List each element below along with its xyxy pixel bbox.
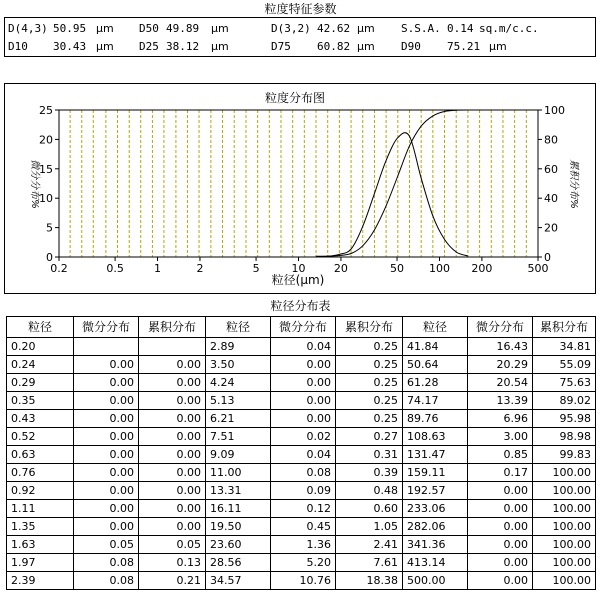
table-row — [7, 338, 596, 356]
table-cell: 1.05 — [336, 518, 403, 536]
table-cell: 0.48 — [336, 482, 403, 500]
table-cell: 0.00 — [74, 392, 139, 410]
table-cell: 95.98 — [533, 410, 596, 428]
table-cell: 0.25 — [336, 356, 403, 374]
table-cell: 2.41 — [336, 536, 403, 554]
grid-layer — [70, 110, 526, 257]
table-cell: 5.13 — [206, 392, 271, 410]
table-cell — [74, 338, 139, 356]
y-right-tick-label: 40 — [544, 192, 558, 206]
table-cell: 0.27 — [336, 428, 403, 446]
table-cell: 100.00 — [533, 536, 596, 554]
table-cell: 0.60 — [336, 500, 403, 518]
table-cell: 1.11 — [7, 500, 74, 518]
d75-value: 60.82 — [317, 40, 351, 53]
table-cell: 0.09 — [271, 482, 336, 500]
table-cell: 20.54 — [468, 374, 533, 392]
table-cell: 131.47 — [403, 446, 468, 464]
table-cell: 0.43 — [7, 410, 74, 428]
d90-unit: μm — [489, 40, 507, 53]
table-cell: 0.02 — [271, 428, 336, 446]
y-left-tick-label: 25 — [39, 104, 53, 117]
d43-label: D(4,3) — [8, 22, 48, 35]
table-cell: 34.81 — [533, 338, 596, 356]
table-cell: 41.84 — [403, 338, 468, 356]
tick-layer — [39, 104, 565, 275]
table-cell: 0.85 — [468, 446, 533, 464]
table-cell: 50.64 — [403, 356, 468, 374]
table-cell: 4.24 — [206, 374, 271, 392]
table-cell: 0.25 — [336, 374, 403, 392]
table-cell: 413.14 — [403, 554, 468, 572]
params-title: 粒度特征参数 — [264, 2, 337, 16]
table-header-cell: 粒径 — [206, 317, 271, 338]
table-cell: 0.04 — [271, 338, 336, 356]
x-tick-label: 50 — [390, 262, 405, 275]
table-cell: 100.00 — [533, 500, 596, 518]
table-cell: 3.50 — [206, 356, 271, 374]
d50-value: 49.89 — [166, 22, 200, 35]
table-cell: 0.20 — [7, 338, 74, 356]
table-cell: 1.36 — [271, 536, 336, 554]
table-cell: 0.00 — [271, 374, 336, 392]
table-cell: 0.00 — [74, 446, 139, 464]
ssa-unit: sq.m/c.c. — [479, 22, 539, 35]
table-header-cell: 粒径 — [403, 317, 468, 338]
table-cell: 0.17 — [468, 464, 533, 482]
d75-label: D75 — [271, 40, 291, 53]
table-cell: 0.13 — [139, 554, 206, 572]
d10-unit: μm — [96, 40, 114, 53]
table-row — [7, 518, 596, 536]
table-cell: 0.08 — [74, 572, 139, 590]
series-layer — [316, 110, 468, 257]
x-tick-label: 20 — [333, 262, 348, 275]
d10-label: D10 — [8, 40, 28, 53]
y-left-tick-label: 5 — [46, 221, 53, 235]
table-cell: 0.25 — [336, 410, 403, 428]
table-cell: 0.00 — [139, 374, 206, 392]
table-header-cell: 累积分布 — [533, 317, 596, 338]
table-cell: 18.38 — [336, 572, 403, 590]
y-left-axis-label: 微分分布% — [29, 159, 40, 209]
x-tick-label: 2 — [196, 262, 204, 275]
table-header-row — [7, 317, 596, 338]
table-cell: 7.61 — [336, 554, 403, 572]
ssa-label: S.S.A. — [401, 22, 441, 35]
table-cell: 0.05 — [139, 536, 206, 554]
table-header-cell: 累积分布 — [336, 317, 403, 338]
table-cell: 500.00 — [403, 572, 468, 590]
table-cell: 0.08 — [271, 464, 336, 482]
d75-unit: μm — [357, 40, 375, 53]
table-cell: 100.00 — [533, 464, 596, 482]
table-cell: 0.29 — [7, 374, 74, 392]
table-cell: 16.11 — [206, 500, 271, 518]
table-cell — [139, 338, 206, 356]
differential-distribution-line — [316, 133, 468, 257]
table-row — [7, 410, 596, 428]
table-cell: 0.63 — [7, 446, 74, 464]
table-cell: 11.00 — [206, 464, 271, 482]
table-cell: 89.76 — [403, 410, 468, 428]
table-cell: 0.00 — [271, 356, 336, 374]
table-cell: 0.76 — [7, 464, 74, 482]
table-cell: 282.06 — [403, 518, 468, 536]
x-tick-label: 10 — [291, 262, 306, 275]
table-cell: 100.00 — [533, 482, 596, 500]
table-cell: 2.39 — [7, 572, 74, 590]
y-left-tick-label: 10 — [39, 192, 53, 206]
table-cell: 100.00 — [533, 554, 596, 572]
y-right-tick-label: 80 — [544, 133, 558, 147]
chart-title: 粒度分布图 — [264, 91, 326, 105]
d43-value: 50.95 — [53, 22, 87, 35]
ssa-value: 0.14 — [447, 22, 474, 35]
table-cell: 100.00 — [533, 518, 596, 536]
table-cell: 192.57 — [403, 482, 468, 500]
table-cell: 0.04 — [271, 446, 336, 464]
y-right-tick-label: 20 — [544, 221, 558, 235]
table-cell: 6.96 — [468, 410, 533, 428]
table-header-cell: 微分分布 — [271, 317, 336, 338]
table-row — [7, 572, 596, 590]
table-cell: 108.63 — [403, 428, 468, 446]
table-cell: 0.00 — [74, 374, 139, 392]
table-cell: 0.00 — [139, 500, 206, 518]
table-cell: 0.00 — [139, 518, 206, 536]
table-cell: 2.89 — [206, 338, 271, 356]
table-cell: 0.00 — [139, 410, 206, 428]
table-cell: 0.45 — [271, 518, 336, 536]
table-cell: 0.00 — [74, 410, 139, 428]
table-cell: 0.00 — [139, 392, 206, 410]
y-right-tick-label: 0 — [544, 251, 551, 264]
table-cell: 0.00 — [271, 410, 336, 428]
table-row — [7, 356, 596, 374]
d32-value: 42.62 — [317, 22, 351, 35]
table-cell: 9.09 — [206, 446, 271, 464]
table-cell: 0.00 — [74, 428, 139, 446]
table-row — [7, 392, 596, 410]
cumulative-distribution-line — [316, 110, 468, 256]
table-cell: 3.00 — [468, 428, 533, 446]
table-body — [7, 338, 596, 590]
table-cell: 13.31 — [206, 482, 271, 500]
table-cell: 0.00 — [74, 482, 139, 500]
size-distribution-chart — [5, 84, 595, 293]
table-row — [7, 482, 596, 500]
table-cell: 99.83 — [533, 446, 596, 464]
x-tick-label: 0.2 — [50, 262, 68, 275]
table-cell: 0.00 — [468, 482, 533, 500]
table-cell: 13.39 — [468, 392, 533, 410]
table-row — [7, 446, 596, 464]
table-cell: 159.11 — [403, 464, 468, 482]
table-row — [7, 374, 596, 392]
table-row — [7, 554, 596, 572]
table-cell: 0.00 — [271, 392, 336, 410]
x-tick-label: 500 — [527, 262, 549, 275]
d50-label: D50 — [139, 22, 159, 35]
table-cell: 1.35 — [7, 518, 74, 536]
table-title: 粒径分布表 — [270, 299, 331, 313]
d25-value: 38.12 — [166, 40, 200, 53]
table-row — [7, 464, 596, 482]
table-cell: 7.51 — [206, 428, 271, 446]
table-cell: 0.39 — [336, 464, 403, 482]
table-cell: 233.06 — [403, 500, 468, 518]
table-cell: 0.12 — [271, 500, 336, 518]
table-cell: 0.00 — [139, 464, 206, 482]
table-cell: 0.35 — [7, 392, 74, 410]
table-cell: 0.00 — [74, 356, 139, 374]
y-right-tick-label: 60 — [544, 162, 558, 176]
d43-unit: μm — [96, 22, 114, 35]
table-cell: 1.97 — [7, 554, 74, 572]
table-cell: 61.28 — [403, 374, 468, 392]
table-cell: 0.25 — [336, 338, 403, 356]
d32-unit: μm — [357, 22, 375, 35]
table-cell: 20.29 — [468, 356, 533, 374]
x-tick-label: 200 — [471, 262, 493, 275]
x-tick-label: 0.5 — [106, 262, 124, 275]
table-cell: 23.60 — [206, 536, 271, 554]
table-cell: 75.63 — [533, 374, 596, 392]
table-header-cell: 累积分布 — [139, 317, 206, 338]
table-cell: 55.09 — [533, 356, 596, 374]
table-cell: 0.00 — [468, 500, 533, 518]
table-cell: 0.00 — [74, 464, 139, 482]
x-tick-label: 5 — [252, 262, 260, 275]
d90-label: D90 — [401, 40, 421, 53]
d90-value: 75.21 — [447, 40, 481, 53]
table-header-cell: 微分分布 — [74, 317, 139, 338]
table-row — [7, 500, 596, 518]
plot-frame — [59, 110, 538, 257]
distribution-table — [6, 316, 596, 590]
params-box — [4, 17, 596, 57]
table-cell: 34.57 — [206, 572, 271, 590]
table-cell: 0.08 — [74, 554, 139, 572]
y-left-tick-label: 15 — [39, 162, 53, 176]
table-cell: 0.25 — [336, 392, 403, 410]
y-right-tick-label: 100 — [544, 104, 565, 117]
table-cell: 0.00 — [139, 356, 206, 374]
table-cell: 0.00 — [468, 536, 533, 554]
table-cell: 341.36 — [403, 536, 468, 554]
d25-label: D25 — [139, 40, 159, 53]
table-row — [7, 428, 596, 446]
table-cell: 0.52 — [7, 428, 74, 446]
table-cell: 5.20 — [271, 554, 336, 572]
table-header-cell: 微分分布 — [468, 317, 533, 338]
d32-label: D(3,2) — [271, 22, 311, 35]
y-left-tick-label: 20 — [39, 133, 53, 147]
d25-unit: μm — [211, 40, 229, 53]
y-left-tick-label: 0 — [46, 251, 53, 264]
table-cell: 0.00 — [139, 428, 206, 446]
table-cell: 100.00 — [533, 572, 596, 590]
table-cell: 98.98 — [533, 428, 596, 446]
table-cell: 1.63 — [7, 536, 74, 554]
table-row — [7, 536, 596, 554]
table-cell: 0.00 — [74, 500, 139, 518]
table-cell: 19.50 — [206, 518, 271, 536]
table-cell: 0.92 — [7, 482, 74, 500]
table-cell: 89.02 — [533, 392, 596, 410]
table-header-cell: 粒径 — [7, 317, 74, 338]
table-cell: 6.21 — [206, 410, 271, 428]
table-cell: 0.24 — [7, 356, 74, 374]
table-cell: 0.31 — [336, 446, 403, 464]
table-cell: 28.56 — [206, 554, 271, 572]
table-cell: 16.43 — [468, 338, 533, 356]
table-cell: 0.00 — [468, 518, 533, 536]
table-cell: 0.00 — [139, 482, 206, 500]
table-cell: 0.00 — [468, 572, 533, 590]
d50-unit: μm — [211, 22, 229, 35]
x-axis-label: 粒径(μm) — [271, 273, 325, 287]
table-cell: 74.17 — [403, 392, 468, 410]
table-cell: 10.76 — [271, 572, 336, 590]
table-cell: 0.21 — [139, 572, 206, 590]
chart-panel — [4, 83, 596, 294]
x-tick-label: 1 — [154, 262, 162, 275]
x-tick-label: 100 — [428, 262, 450, 275]
table-cell: 0.00 — [468, 554, 533, 572]
table-cell: 0.00 — [74, 518, 139, 536]
y-right-axis-label: 累积分布% — [568, 159, 579, 209]
d10-value: 30.43 — [53, 40, 87, 53]
table-cell: 0.05 — [74, 536, 139, 554]
table-cell: 0.00 — [139, 446, 206, 464]
